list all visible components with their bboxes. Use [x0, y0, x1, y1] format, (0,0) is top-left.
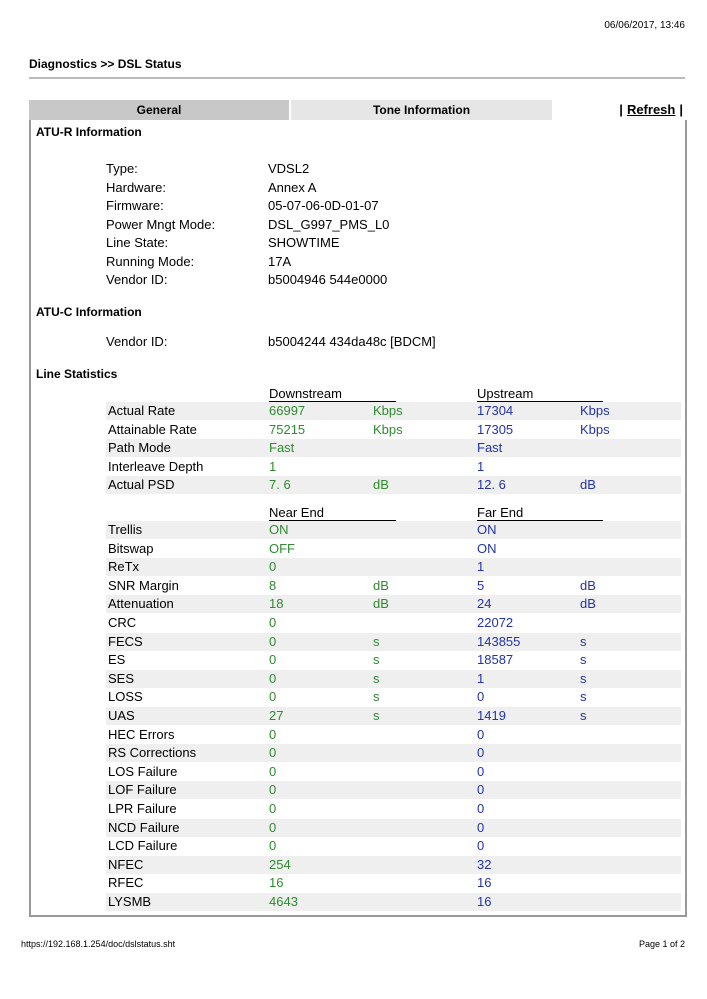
cell-du: dB — [373, 477, 389, 493]
info-label: Running Mode: — [106, 253, 195, 269]
cell-dv: 0 — [269, 689, 277, 705]
table-row — [106, 670, 681, 688]
cell-uu: Kbps — [580, 403, 610, 418]
status-panel — [29, 120, 687, 917]
cell-uv: 1 — [477, 458, 485, 474]
column-header-near-end: Near End — [269, 506, 396, 521]
info-label: Line State: — [106, 235, 169, 250]
table-row — [106, 558, 681, 576]
cell-uu: s — [580, 633, 587, 649]
table-row — [106, 521, 681, 539]
info-value: SHOWTIME — [268, 235, 340, 250]
cell-label: Attenuation — [108, 596, 174, 612]
cell-dv: 0 — [269, 633, 277, 649]
table-row — [106, 893, 681, 911]
cell-uv: 1 — [477, 559, 485, 575]
table-row — [106, 439, 681, 457]
cell-dv: 1 — [269, 458, 277, 474]
table-row — [106, 856, 681, 874]
info-value: 05-07-06-0D-01-07 — [268, 198, 379, 213]
cell-du: s — [373, 652, 380, 668]
cell-uu: dB — [580, 477, 596, 493]
cell-uu: s — [580, 652, 587, 668]
cell-label: LYSMB — [108, 894, 152, 909]
cell-dv: 0 — [269, 782, 277, 798]
cell-dv: 254 — [269, 856, 291, 872]
column-header-upstream: Upstream — [477, 387, 603, 402]
cell-label: LCD Failure — [108, 838, 178, 854]
info-value: VDSL2 — [268, 161, 310, 176]
cell-label: Path Mode — [108, 440, 171, 456]
cell-dv: 0 — [269, 726, 277, 742]
cell-dv: 66997 — [269, 403, 306, 418]
cell-label: LOSS — [108, 689, 143, 705]
cell-label: RS Corrections — [108, 745, 197, 761]
section-title-line-statistics: Line Statistics — [36, 367, 118, 381]
table-row — [106, 819, 681, 837]
cell-dv: OFF — [269, 540, 295, 556]
cell-dv: 0 — [269, 745, 277, 761]
table-row — [106, 421, 681, 439]
info-value: b5004946 544e0000 — [268, 272, 388, 287]
table-row — [106, 577, 681, 595]
cell-uv: 143855 — [477, 633, 521, 649]
cell-label: SES — [108, 670, 135, 686]
tab-tone-information[interactable]: Tone Information — [291, 100, 552, 120]
cell-dv: 0 — [269, 819, 277, 835]
column-header-far-end: Far End — [477, 506, 603, 521]
cell-uu: s — [580, 708, 587, 723]
cell-label: Attainable Rate — [108, 421, 197, 437]
cell-label: LOF Failure — [108, 782, 177, 798]
cell-uv: 0 — [477, 782, 485, 798]
cell-dv: 4643 — [269, 894, 298, 909]
cell-dv: 0 — [269, 670, 277, 686]
table-row — [106, 402, 681, 420]
table-row — [106, 763, 681, 781]
cell-dv: 16 — [269, 875, 284, 891]
table-row — [106, 707, 681, 725]
cell-label: Actual Rate — [108, 403, 176, 418]
cell-uu: dB — [580, 596, 596, 612]
cell-label: LOS Failure — [108, 763, 178, 779]
cell-uu: Kbps — [580, 421, 610, 437]
cell-uv: 0 — [477, 838, 485, 854]
cell-uv: 16 — [477, 894, 492, 909]
cell-uv: 17305 — [477, 421, 514, 437]
cell-label: Trellis — [108, 522, 143, 537]
cell-label: FECS — [108, 633, 143, 649]
cell-uv: ON — [477, 522, 497, 537]
info-label: Vendor ID: — [106, 272, 168, 287]
cell-dv: 0 — [269, 615, 277, 630]
info-label: Vendor ID: — [106, 334, 168, 349]
table-row — [106, 651, 681, 669]
cell-uv: 5 — [477, 577, 485, 593]
cell-uv: 16 — [477, 875, 492, 891]
cell-dv: 27 — [269, 708, 284, 723]
cell-uv: 0 — [477, 801, 485, 816]
section-title-atur: ATU-R Information — [36, 125, 142, 139]
cell-uu: s — [580, 670, 587, 686]
cell-uv: 24 — [477, 596, 492, 612]
section-title-atuc: ATU-C Information — [36, 305, 142, 319]
cell-du: s — [373, 633, 380, 649]
info-value: 17A — [268, 253, 292, 269]
cell-label: NFEC — [108, 856, 144, 872]
cell-du: s — [373, 670, 380, 686]
cell-dv: 7. 6 — [269, 477, 291, 493]
cell-du: dB — [373, 596, 389, 612]
footer-page-number: Page 1 of 2 — [638, 939, 685, 949]
cell-label: Bitswap — [108, 540, 154, 556]
cell-label: NCD Failure — [108, 819, 180, 835]
cell-label: ES — [108, 652, 126, 668]
title-divider — [29, 77, 685, 79]
table-row — [106, 688, 681, 706]
cell-uv: 0 — [477, 726, 485, 742]
cell-dv: 0 — [269, 763, 277, 779]
cell-label: LPR Failure — [108, 801, 177, 816]
table-row — [106, 614, 681, 632]
table-row — [106, 726, 681, 744]
table-row — [106, 633, 681, 651]
cell-uu: s — [580, 689, 587, 705]
cell-uv: 0 — [477, 745, 485, 761]
cell-dv: 75215 — [269, 421, 306, 437]
cell-uv: ON — [477, 540, 497, 556]
cell-uu: dB — [580, 577, 596, 593]
table-row — [106, 540, 681, 558]
cell-label: HEC Errors — [108, 726, 175, 742]
table-row — [106, 476, 681, 494]
info-label: Firmware: — [106, 198, 164, 213]
cell-du: s — [373, 689, 380, 705]
footer-url: https://192.168.1.254/doc/dslstatus.sht — [21, 939, 176, 949]
cell-uv: 1 — [477, 670, 485, 686]
refresh-container — [619, 100, 683, 120]
separator: | — [679, 102, 683, 117]
cell-dv: ON — [269, 522, 289, 537]
cell-label: RFEC — [108, 875, 144, 891]
info-label: Power Mngt Mode: — [106, 216, 216, 232]
cell-uv: 17304 — [477, 403, 514, 418]
cell-uv: Fast — [477, 440, 503, 456]
cell-uv: 18587 — [477, 652, 514, 668]
cell-label: ReTx — [108, 559, 140, 575]
refresh-link[interactable]: Refresh — [626, 102, 676, 117]
cell-uv: 12. 6 — [477, 477, 506, 493]
info-label: Type: — [106, 161, 138, 176]
cell-dv: 8 — [269, 577, 277, 593]
cell-uv: 0 — [477, 763, 485, 779]
cell-dv: 0 — [269, 801, 277, 816]
cell-uv: 32 — [477, 856, 492, 872]
cell-dv: Fast — [269, 440, 295, 456]
cell-du: Kbps — [373, 421, 403, 437]
cell-uv: 0 — [477, 689, 485, 705]
cell-dv: 0 — [269, 838, 277, 854]
cell-uv: 22072 — [477, 615, 514, 630]
cell-label: CRC — [108, 615, 137, 630]
cell-dv: 18 — [269, 596, 284, 612]
info-value: Annex A — [268, 179, 317, 195]
cell-du: dB — [373, 577, 389, 593]
table-row — [106, 458, 681, 476]
cell-dv: 0 — [269, 652, 277, 668]
cell-label: SNR Margin — [108, 577, 179, 593]
info-value: b5004244 434da48c [BDCM] — [268, 334, 436, 349]
tab-bar — [29, 100, 685, 120]
print-datetime: 06/06/2017, 13:46 — [604, 20, 685, 31]
cell-label: Interleave Depth — [108, 458, 204, 474]
column-header-downstream: Downstream — [269, 387, 396, 402]
cell-label: Actual PSD — [108, 477, 175, 493]
info-label: Hardware: — [106, 179, 166, 195]
table-row — [106, 874, 681, 892]
page-title: Diagnostics >> DSL Status — [29, 57, 182, 71]
table-row — [106, 781, 681, 799]
cell-uv: 0 — [477, 819, 485, 835]
cell-du: Kbps — [373, 403, 403, 418]
table-row — [106, 595, 681, 613]
separator: | — [619, 102, 623, 117]
cell-dv: 0 — [269, 559, 277, 575]
info-value: DSL_G997_PMS_L0 — [268, 216, 390, 232]
table-row — [106, 837, 681, 855]
cell-du: s — [373, 708, 380, 723]
cell-uv: 1419 — [477, 708, 506, 723]
table-row — [106, 800, 681, 818]
table-row — [106, 744, 681, 762]
cell-label: UAS — [108, 708, 135, 723]
tab-general[interactable]: General — [29, 100, 289, 120]
